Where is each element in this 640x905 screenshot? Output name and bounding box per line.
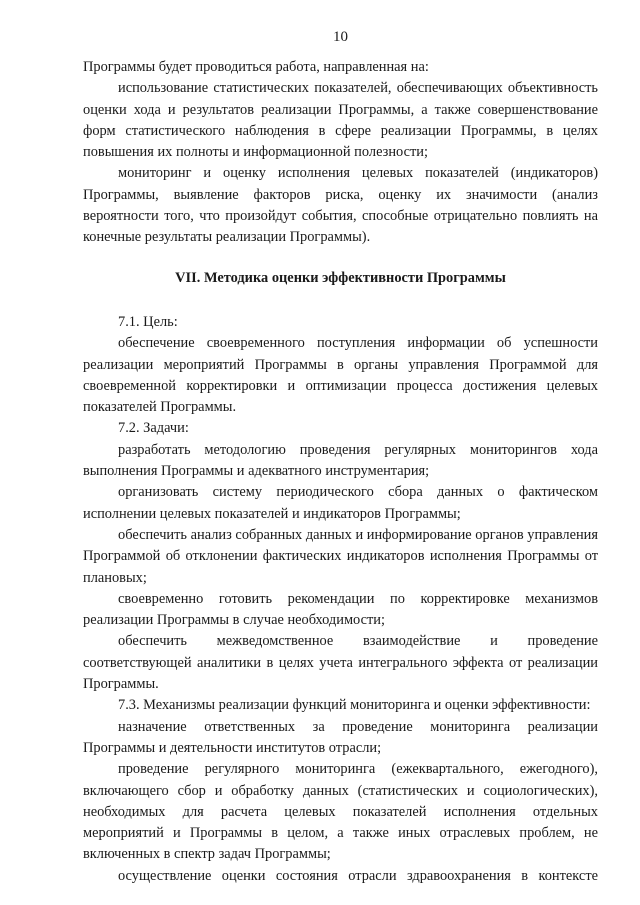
section-heading: VII. Методика оценки эффективности Программы (175, 269, 506, 286)
mechanism-item: назначение ответственных за проведение мониторинга реализации Программы и деятельности институтов отрасли; (83, 718, 598, 756)
mechanism-item: осуществление оценки состояния отрасли здравоохранения в контексте (118, 867, 598, 884)
page-number: 10 (333, 29, 348, 45)
task-item: обеспечить анализ собранных данных и информирование органов управления Программой об отклонении фактических индикаторов исполнения Программы от плановых; (83, 526, 598, 586)
mechanism-item: проведение регулярного мониторинга (ежеквартального, ежегодного), включающего сбор и обработку данных (статистических и социологических), необходимых для расчета целевых показателей исполнения отдельных мероприятий и Программы в целом, а также иных отраслевых проблем, не включенных в спектр задач Программы; (83, 761, 598, 863)
goal-paragraph: обеспечение своевременного поступления информации об успешности реализации мероприятий Программы в органы управления Программой для своевременной корректировки и оптимизации процесса достижения целевых показателей Программы. (83, 335, 598, 416)
task-item: разработать методологию проведения регулярных мониторингов хода выполнения Программы и адекватного инструментария; (83, 441, 598, 480)
goal-label: 7.1. Цель: (118, 313, 178, 330)
intro-item-statistics: использование статистических показателей, обеспечивающих объективность оценки хода и результатов реализации Программы, а также совершенствование форм статистического наблюдения в сфере реализации Программы, в целях повышения их полноты и информационной полезности; (83, 80, 598, 161)
document-body (83, 57, 598, 887)
tasks-label: 7.2. Задачи: (118, 420, 189, 437)
task-item: обеспечить межведомственное взаимодействие и проведение соответствующей аналитики в целях учета интегрального эффекта от реализации Программы. (83, 633, 598, 693)
mechanisms-label: 7.3. Механизмы реализации функций мониторинга и оценки эффективности: (118, 697, 591, 714)
task-item: организовать систему периодического сбора данных о фактическом исполнении целевых показателей и индикаторов Программы; (83, 484, 598, 522)
continuation-paragraph: Программы будет проводиться работа, направленная на: (83, 59, 429, 75)
task-item: своевременно готовить рекомендации по корректировке механизмов реализации Программы в случае необходимости; (83, 590, 598, 629)
intro-item-monitoring: мониторинг и оценку исполнения целевых показателей (индикаторов) Программы, выявление факторов риска, оценку их значимости (анализ вероятности того, что произойдут события, способные отрицательно повлиять на конечные результаты реализации Программы). (83, 165, 598, 246)
